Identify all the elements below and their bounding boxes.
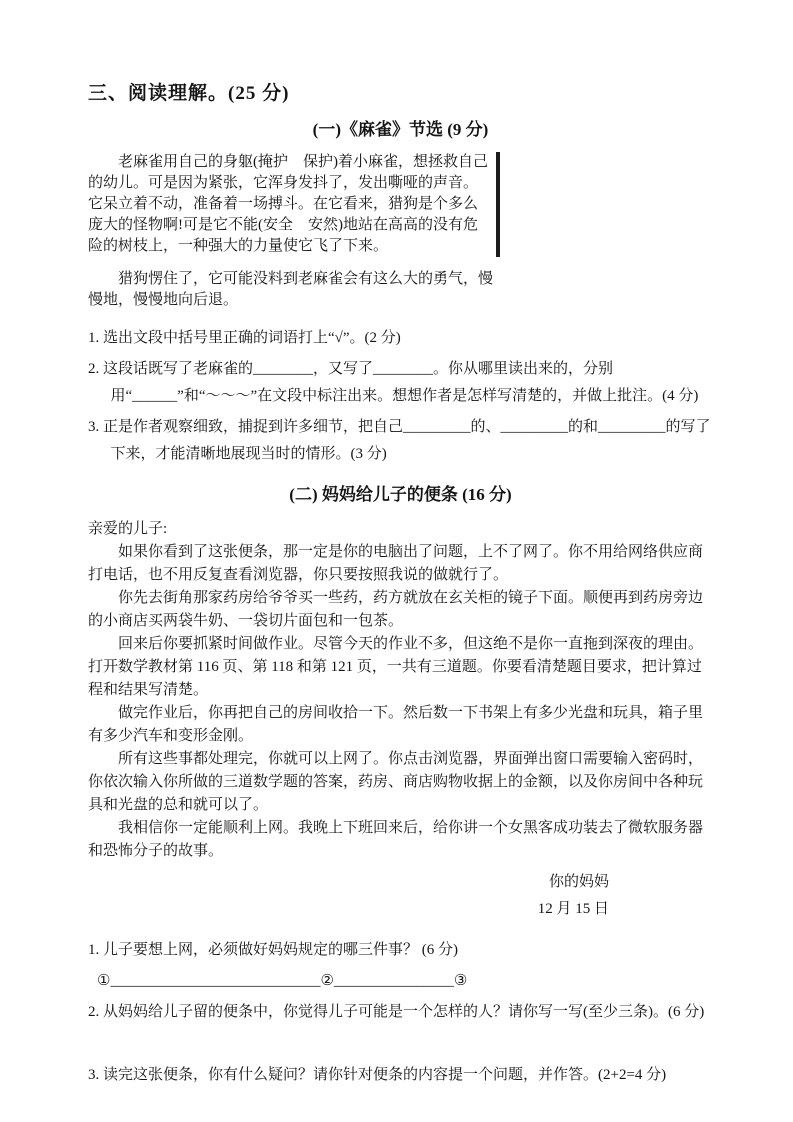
part1-question-1: 1. 选出文段中括号里正确的词语打上“√”。(2 分) <box>88 330 401 346</box>
note-salutation: 亲爱的儿子: <box>88 521 168 537</box>
part2-question-1: 1. 儿子要想上网，必须做好妈妈规定的哪三件事？ (6 分) <box>88 942 458 958</box>
part2-question-3: 3. 读完这张便条，你有什么疑问？请你针对便条的内容提一个问题，并作答。(2+2=4 分) <box>88 1067 667 1083</box>
part1-question-2: 2. 这段话既写了老麻雀的________，又写了________。你从哪里读出来的，分别用“______”和“～～～”在文段中标注出来。想想作者是怎样写清楚的，并做上批注。(4 分) <box>88 361 699 404</box>
part2-question-2: 2. 从妈妈给儿子留的便条中，你觉得儿子可能是一个怎样的人？请你写一写(至少三条)。(6 分) <box>88 1004 705 1020</box>
section-heading: 三、阅读理解。(25 分) <box>88 83 290 104</box>
part2-questions <box>88 937 713 1089</box>
part2-question-1-answer-blanks: ①____________________________②________________③ <box>97 973 468 989</box>
note-signature-block <box>88 869 713 923</box>
part1-reading-section <box>88 115 713 468</box>
note-paragraph: 回来后你要抓紧时间做作业。尽管今天的作业不多，但这绝不是你一直拖到深夜的理由。打开数学教材第 116 页、第 118 和第 121 页，一共有三道题。你要看清楚题目要求，把计算过程和结果写清楚。 <box>88 636 704 698</box>
note-paragraph: 你先去街角那家药房给爷爷买一些药，药方就放在玄关柜的镜子下面。顺便再到药房旁边的小商店买两袋牛奶、一袋切片面包和一包茶。 <box>88 590 704 629</box>
part1-questions <box>88 325 713 468</box>
note-paragraph: 如果你看到了这张便条，那一定是你的电脑出了问题，上不了网了。你不用给网络供应商打电话，也不用反复查看浏览器，你只要按照我说的做就行了。 <box>88 544 704 583</box>
part2-reading-section <box>88 480 713 1089</box>
part2-title: (二) 妈妈给儿子的便条 (16 分) <box>289 485 512 504</box>
part1-passage-paragraph-2: 猎狗愣住了，它可能没料到老麻雀会有这么大的勇气，慢慢地，慢慢地向后退。 <box>88 271 494 308</box>
note-paragraph: 所有这些事都处理完，你就可以上网了。你点击浏览器，界面弹出窗口需要输入密码时，你依次输入你所做的三道数学题的答案，药房、商店购物收据上的金额，以及你房间中各种玩具和光盘的总和就可以了。 <box>88 751 704 813</box>
part1-title: (一)《麻雀》节选 (9 分) <box>312 120 489 139</box>
part1-question-3: 3. 正是作者观察细致，捕捉到许多细节，把自己_________的、_________的和_________的写了下来，才能清晰地展现当时的情形。(3 分) <box>88 419 711 462</box>
note-date: 12 月 15 日 <box>537 901 609 917</box>
part1-passage <box>88 152 500 311</box>
answer-space <box>88 1030 713 1058</box>
part1-passage-paragraph-1: 老麻雀用自己的身躯(掩护 保护)着小麻雀，想拯救自己的幼儿。可是因为紧张，它浑身发抖了，发出嘶哑的声音。它呆立着不动，准备着一场搏斗。在它看来，猎狗是个多么庞大的怪物啊!可是它不能(安全 安然)地站在高高的没有危险的树枝上，一种强大的力量使它飞了下来。 <box>88 154 488 254</box>
part2-note <box>88 517 713 923</box>
note-paragraph: 我相信你一定能顺利上网。我晚上下班回来后，给你讲一个女黑客成功装去了微软服务器和恐怖分子的故事。 <box>88 820 704 859</box>
part1-passage-quote-bar <box>88 152 500 257</box>
note-paragraph: 做完作业后，你再把自己的房间收拾一下。然后数一下书架上有多少光盘和玩具，箱子里有多少汽车和变形金刚。 <box>88 705 704 744</box>
note-signature: 你的妈妈 <box>548 874 609 890</box>
